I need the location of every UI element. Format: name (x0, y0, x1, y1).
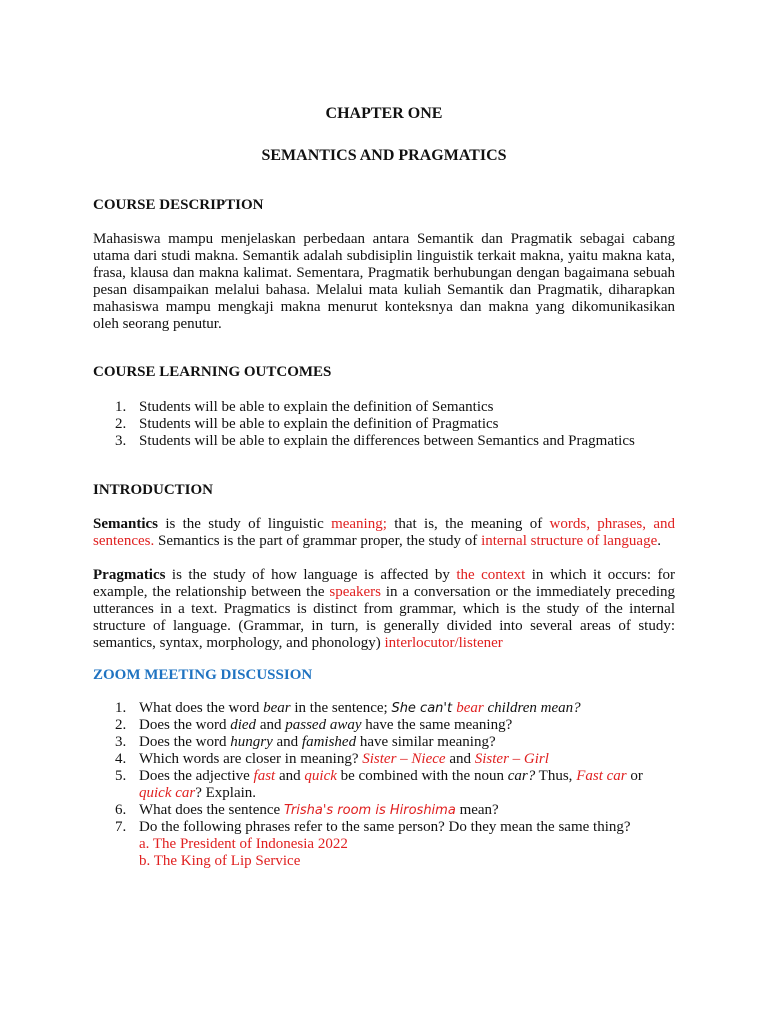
list-item: 7. Do the following phrases refer to the same person? Do they mean the same thing? a. The President of Indonesia 2022 b. The King of Lip Service (93, 819, 675, 870)
pragmatics-paragraph: Pragmatics is the study of how language is affected by the context in which it occurs: for example, the relationship between the speakers in a conversation or the immediately preceding utterances in a text. Pragmatics is distinct from grammar, which is the study of the internal structure of language. (Grammar, in turn, is generally divided into several areas of study: semantics, syntax, morphology, and phonology) interlocutor/listener (93, 567, 676, 651)
chapter-subtitle: SEMANTICS AND PRAGMATICS (261, 147, 507, 164)
chapter-title: CHAPTER ONE (325, 105, 443, 122)
zoom-discussion-heading: ZOOM MEETING DISCUSSION (93, 667, 313, 683)
list-item: 3. Does the word hungry and famished have similar meaning? (115, 734, 496, 750)
list-item: 6. What does the sentence Trisha's room is Hiroshima mean? (115, 802, 499, 818)
discussion-questions (93, 700, 675, 870)
course-description-heading: COURSE DESCRIPTION (93, 197, 264, 213)
list-item: 3. Students will be able to explain the differences between Semantics and Pragmatics (115, 433, 635, 449)
option-b: b. The King of Lip Service (139, 853, 301, 869)
option-a: a. The President of Indonesia 2022 (139, 836, 348, 852)
semantics-term: Semantics (93, 516, 158, 532)
list-item: 2. Does the word died and passed away have the same meaning? (115, 717, 513, 733)
course-description-text: Mahasiswa mampu menjelaskan perbedaan antara Semantik dan Pragmatik sebagai cabang utama dari studi makna. Semantik adalah subdisiplin linguistik terkait makna, yaitu makna kata, frasa, klausa dan makna kalimat. Sementara, Pragmatik berhubungan dengan bagaimana sebuah pesan disampaikan melalui bahasa. Melalui mata kuliah Semantik dan Pragmatik, diharapkan mahasiswa mampu mengkaji makna menurut konteksnya dan makna yang dikomunikasikan oleh seorang penutur. (93, 231, 675, 332)
list-item: 1. What does the word bear in the sentence; She can't bear children mean? (115, 700, 581, 716)
learning-outcomes-heading: COURSE LEARNING OUTCOMES (93, 364, 332, 380)
semantics-paragraph: Semantics is the study of linguistic meaning; that is, the meaning of words, phrases, and sentences. Semantics is the part of grammar proper, the study of internal structure of language. (93, 516, 675, 549)
list-item: 2. Students will be able to explain the definition of Pragmatics (115, 416, 499, 432)
list-item: 1. Students will be able to explain the definition of Semantics (115, 399, 494, 415)
introduction-heading: INTRODUCTION (93, 482, 214, 498)
list-item: 4. Which words are closer in meaning? Sister – Niece and Sister – Girl (115, 751, 549, 767)
learning-outcomes-list (93, 399, 675, 450)
pragmatics-term: Pragmatics (93, 567, 166, 583)
list-item: 5. Does the adjective fast and quick be combined with the noun car? Thus, Fast car or quick car? Explain. (115, 768, 643, 801)
